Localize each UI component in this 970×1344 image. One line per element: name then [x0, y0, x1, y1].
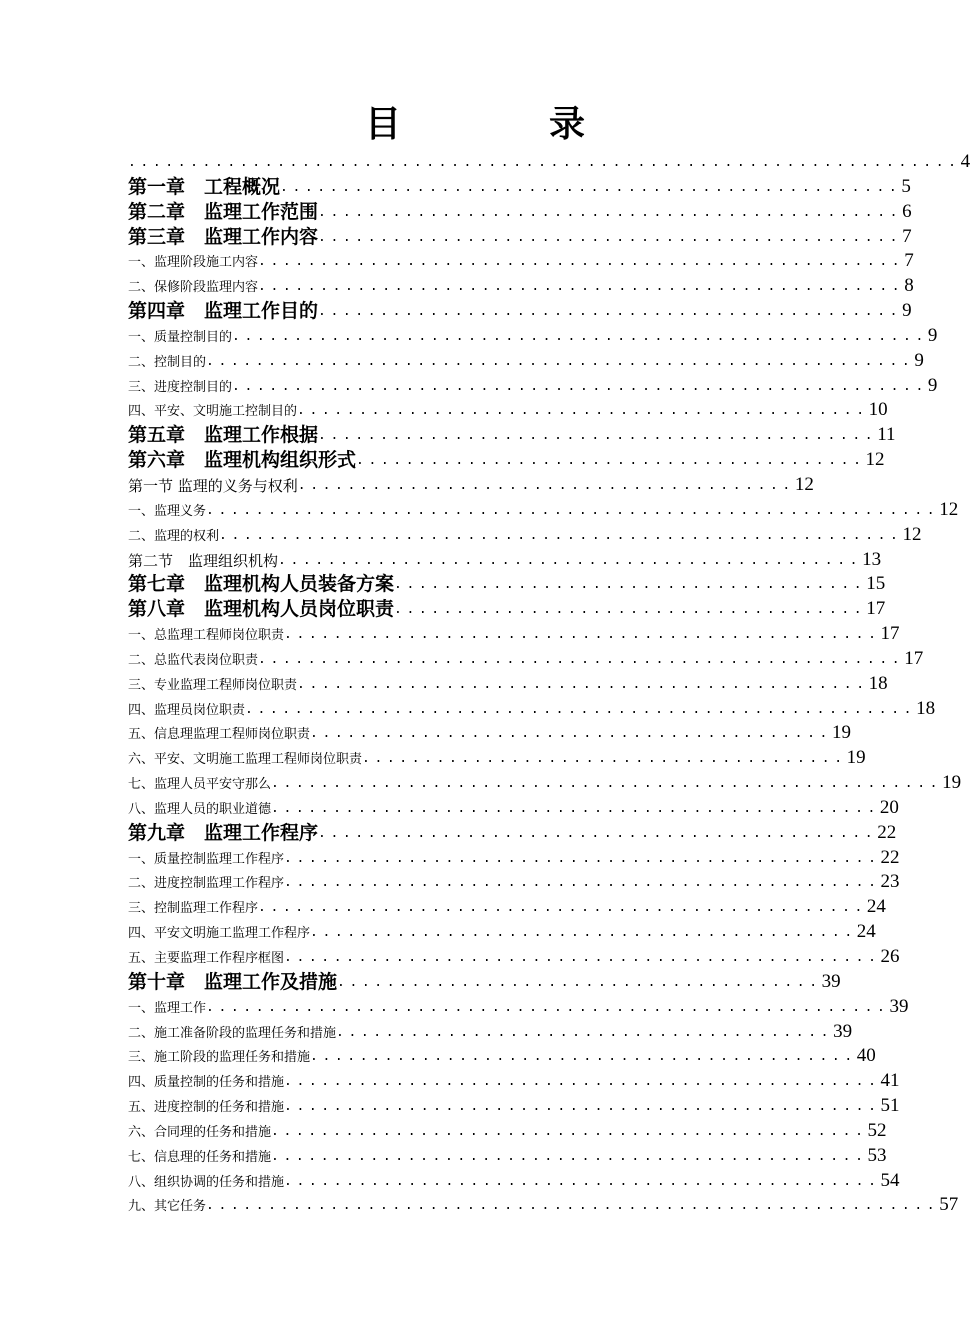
toc-leader-dots: ........................................................... [206, 1198, 940, 1214]
toc-page-number: 17 [880, 623, 900, 645]
toc-page-number: 19 [846, 747, 866, 769]
toc-page-number: 20 [879, 796, 899, 818]
toc-page-number: 15 [866, 573, 886, 595]
toc-entry-title: 四、平安、文明施工控制目的 [128, 404, 298, 420]
toc-entry-title: 第七章 监理机构人员装备方案 [128, 573, 395, 596]
toc-page-number: 22 [880, 846, 900, 868]
toc-leader-dots: .................................................... [258, 254, 905, 270]
toc-leader-dots: ............................................. [318, 428, 878, 444]
toc-entry[interactable] [128, 572, 886, 597]
toc-page-number: 8 [904, 275, 914, 297]
toc-entry-title: 二、进度控制监理工作程序 [128, 876, 285, 892]
toc-entry[interactable] [128, 821, 897, 846]
toc-page-number: 19 [831, 722, 851, 744]
toc-entry[interactable] [128, 746, 866, 771]
toc-page-number: 24 [856, 921, 876, 943]
toc-leader-dots: ........................................................ [232, 328, 928, 344]
toc-leader-dots: ........................................ [297, 477, 795, 493]
toc-page-number: 17 [904, 647, 924, 669]
toc-leader-dots: ....................................................... [206, 999, 890, 1015]
toc-entry-title: 二、控制目的 [128, 354, 207, 370]
toc-entry-title: 一、监理阶段施工内容 [128, 255, 259, 271]
toc-entry-title: 八、组织协调的任务和措施 [128, 1174, 285, 1190]
toc-page-number: 9 [927, 374, 938, 396]
toc-entry[interactable] [128, 523, 922, 548]
toc-entry-title: 五、信息理监理工程师岗位职责 [128, 727, 311, 743]
toc-entry-title: 第一节 监理的义务与权利 [128, 476, 298, 495]
toc-entry-title: 六、合同理的任务和措施 [128, 1124, 272, 1140]
toc-entry[interactable] [128, 448, 885, 473]
toc-page-number: 39 [833, 1020, 853, 1042]
toc-entry[interactable] [128, 249, 914, 274]
toc-entry-title: 四、质量控制的任务和措施 [128, 1075, 285, 1091]
toc-entry[interactable] [128, 374, 938, 399]
toc-entry[interactable] [128, 423, 896, 448]
toc-page-number: 9 [914, 349, 924, 371]
toc-entry[interactable] [128, 150, 970, 175]
toc-entry[interactable] [128, 175, 911, 200]
toc-leader-dots: .................................................... [258, 279, 905, 295]
toc-page-number: 12 [794, 473, 814, 495]
toc-leader-dots: ............................................ [310, 1049, 857, 1065]
toc-page-number: 9 [927, 324, 938, 346]
toc-entry-title: 第八章 监理机构人员岗位职责 [128, 598, 395, 621]
toc-page-number: 53 [867, 1144, 887, 1166]
toc-entry-title: 第九章 监理工作程序 [128, 821, 319, 844]
toc-leader-dots: ................................................ [271, 1148, 868, 1164]
toc-entry[interactable] [128, 299, 912, 324]
toc-page-number: 51 [880, 1095, 900, 1117]
toc-entry-title: 一、总监理工程师岗位职责 [128, 628, 285, 644]
toc-page-number: 40 [856, 1045, 876, 1067]
toc-page-number: 9 [902, 300, 912, 322]
toc-page-number: 5 [901, 175, 911, 197]
toc-leader-dots: .............................................. [297, 403, 869, 419]
toc-leader-dots: ................................................ [284, 1173, 881, 1189]
table-of-contents [128, 150, 970, 1218]
toc-entry-title: 七、信息理的任务和措施 [128, 1149, 272, 1165]
toc-entry-title: 三、专业监理工程师岗位职责 [128, 677, 298, 693]
toc-page-number: 12 [939, 498, 959, 520]
toc-entry-title: 七、监理人员平安守那么 [128, 777, 272, 793]
toc-entry-title: 二、保修阶段监理内容 [128, 280, 259, 296]
toc-leader-dots: ................................................ [284, 627, 881, 643]
toc-leader-dots: ................................................. [258, 900, 867, 916]
toc-entry[interactable] [128, 846, 900, 871]
toc-page-number: 12 [902, 523, 922, 545]
toc-leader-dots: .................................................... [258, 651, 905, 667]
toc-entry-title: 一、监理义务 [128, 503, 207, 519]
toc-entry-title: 九、其它任务 [128, 1199, 207, 1215]
toc-entry-title: 第六章 监理机构组织形式 [128, 449, 357, 472]
toc-entry[interactable] [128, 995, 909, 1020]
toc-entry-title: 第三章 监理工作内容 [128, 225, 319, 248]
toc-page-number: 7 [902, 225, 912, 247]
toc-page-number: 57 [939, 1194, 959, 1216]
toc-entry[interactable] [128, 622, 900, 647]
toc-leader-dots: ...................................... [394, 577, 867, 593]
toc-entry-title: 六、平安、文明施工监理工程师岗位职责 [128, 752, 363, 768]
toc-leader-dots: ........................................................ [232, 378, 928, 394]
toc-entry[interactable] [128, 1094, 900, 1119]
toc-entry-title: 八、监理人员的职业道德 [128, 801, 272, 817]
toc-leader-dots: ...................................................... [271, 776, 943, 792]
toc-entry-title: 五、主要监理工作程序框图 [128, 951, 285, 966]
toc-entry-title: 第四章 监理工作目的 [128, 300, 319, 323]
toc-entry-title: 第五章 监理工作根据 [128, 424, 319, 447]
toc-leader-dots: ............................................... [318, 304, 903, 320]
toc-leader-dots: ............................................... [318, 229, 903, 245]
toc-entry[interactable] [128, 870, 900, 895]
toc-entry[interactable] [128, 1020, 853, 1045]
toc-entry[interactable] [128, 647, 924, 672]
toc-entry[interactable] [128, 324, 938, 349]
toc-leader-dots: .......................................... [310, 726, 832, 742]
toc-leader-dots: ....................................... [362, 751, 847, 767]
toc-page-number: 12 [865, 449, 885, 471]
toc-leader-dots: ...................................................... [245, 701, 917, 717]
toc-leader-dots: ......................................... [356, 453, 866, 469]
toc-entry-title: 三、施工阶段的监理任务和措施 [128, 1050, 311, 1066]
toc-leader-dots: ................................................. [271, 800, 880, 816]
toc-entry[interactable] [128, 473, 828, 498]
toc-leader-dots: ......................................................... [206, 353, 915, 369]
toc-entry-title: 一、质量控制监理工作程序 [128, 851, 285, 867]
toc-entry[interactable] [128, 398, 888, 423]
toc-page-number: 7 [904, 250, 914, 272]
toc-leader-dots: .............................................. [297, 676, 869, 692]
toc-entry-title: 二、总监代表岗位职责 [128, 652, 259, 668]
toc-page-number: 10 [868, 399, 888, 421]
toc-entry[interactable] [128, 771, 962, 796]
toc-entry[interactable] [128, 672, 888, 697]
toc-entry-title: 第二节 监理组织机构 [128, 551, 279, 570]
toc-page-number: 13 [862, 548, 882, 570]
toc-entry-title: 一、质量控制目的 [128, 329, 233, 345]
toc-page-number: 41 [880, 1070, 900, 1092]
toc-page-number: 19 [942, 772, 962, 794]
toc-page-number: 26 [880, 946, 900, 967]
toc-leader-dots: ............................................. [318, 825, 878, 841]
toc-entry[interactable] [128, 970, 841, 995]
toc-page-number: 6 [902, 200, 912, 222]
toc-entry-title: 四、监理员岗位职责 [128, 702, 246, 718]
toc-leader-dots: ................................................................... [128, 155, 961, 170]
toc-entry[interactable] [128, 349, 924, 374]
toc-entry-title: 第二章 监理工作范围 [128, 200, 319, 223]
toc-entry[interactable] [128, 1119, 887, 1144]
toc-page-number: 11 [877, 424, 896, 446]
toc-leader-dots: .................................................. [280, 179, 902, 195]
toc-title: 目 录 [364, 104, 641, 145]
toc-leader-dots: ............................................... [318, 204, 903, 220]
toc-leader-dots: ........................................................... [206, 502, 940, 518]
toc-entry[interactable] [128, 895, 886, 920]
toc-entry-title: 一、监理工作 [128, 1000, 207, 1016]
toc-entry[interactable] [128, 796, 899, 821]
toc-leader-dots: ...................................... [394, 602, 867, 618]
toc-page-number: 54 [880, 1169, 900, 1191]
toc-leader-dots: ................................................ [271, 1123, 868, 1139]
toc-entry-title: 第十章 监理工作及措施 [128, 970, 338, 993]
toc-entry-title: 三、进度控制目的 [128, 379, 233, 395]
toc-entry[interactable] [128, 721, 851, 746]
toc-entry[interactable] [128, 1044, 876, 1069]
toc-entry[interactable] [128, 225, 912, 250]
toc-entry[interactable] [128, 548, 882, 573]
toc-page-number: 39 [821, 970, 841, 992]
toc-entry[interactable] [128, 697, 936, 722]
toc-entry[interactable] [128, 1069, 900, 1094]
toc-page-number: 24 [866, 896, 886, 918]
toc-entry[interactable] [128, 920, 876, 945]
toc-leader-dots: ....................................... [337, 974, 822, 990]
toc-entry-title: 五、进度控制的任务和措施 [128, 1100, 285, 1116]
toc-entry-title: 三、控制监理工作程序 [128, 901, 259, 917]
toc-entry-title: 第一章 工程概况 [128, 175, 281, 198]
toc-leader-dots: ........................................ [336, 1024, 834, 1040]
toc-leader-dots: ............................................... [278, 552, 863, 568]
toc-page-number: 39 [889, 995, 909, 1017]
toc-leader-dots: ............................................ [310, 925, 857, 941]
toc-entry[interactable] [128, 1169, 900, 1194]
toc-leader-dots: ....................................................... [219, 527, 903, 543]
toc-page-number: 18 [916, 697, 936, 719]
toc-page-number: 18 [868, 672, 888, 694]
toc-page-number: 17 [866, 598, 886, 620]
toc-entry-title: 二、施工准备阶段的监理任务和措施 [128, 1025, 337, 1041]
toc-page-number: 23 [880, 871, 900, 893]
toc-entry[interactable] [128, 1193, 959, 1218]
toc-entry[interactable] [128, 1144, 887, 1169]
toc-leader-dots: ................................................ [284, 950, 881, 965]
toc-entry-title: 二、监理的权利 [128, 528, 220, 544]
toc-page-number: 4 [960, 151, 970, 172]
toc-leader-dots: ................................................ [284, 1074, 881, 1090]
toc-entry[interactable] [128, 945, 900, 970]
toc-entry[interactable] [128, 200, 912, 225]
toc-entry-title: 四、平安文明施工监理工作程序 [128, 926, 311, 942]
toc-entry[interactable] [128, 498, 959, 523]
toc-page-number: 52 [867, 1119, 887, 1141]
toc-leader-dots: ................................................ [284, 1099, 881, 1115]
toc-leader-dots: ................................................ [284, 850, 881, 866]
toc-entry[interactable] [128, 274, 914, 299]
toc-page-number: 22 [877, 821, 897, 843]
toc-entry[interactable] [128, 597, 886, 622]
toc-leader-dots: ................................................ [284, 875, 881, 891]
